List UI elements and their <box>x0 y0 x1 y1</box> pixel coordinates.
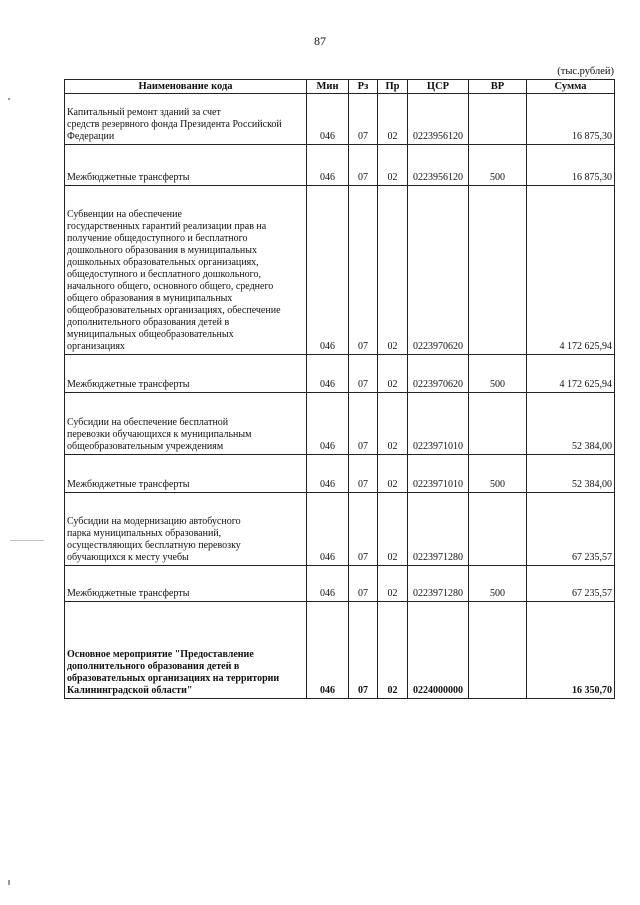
row-vr <box>469 602 527 699</box>
row-rz: 07 <box>349 455 378 493</box>
row-pr: 02 <box>378 455 408 493</box>
column-header-rz: Рз <box>349 80 378 94</box>
row-vr <box>469 393 527 455</box>
scan-mark <box>8 98 10 100</box>
row-name: Основное мероприятие "Предоставление дополнительного образования детей в образовательных организациях на территории Калининградской области" <box>65 602 307 699</box>
row-min: 046 <box>307 393 349 455</box>
row-sum: 16 875,30 <box>527 94 615 145</box>
column-header-name: Наименование кода <box>65 80 307 94</box>
row-csr: 0223971280 <box>408 566 469 602</box>
row-vr <box>469 186 527 355</box>
row-name: Межбюджетные трансферты <box>65 455 307 493</box>
row-csr: 0223956120 <box>408 94 469 145</box>
row-rz: 07 <box>349 393 378 455</box>
row-rz: 07 <box>349 94 378 145</box>
row-sum: 67 235,57 <box>527 566 615 602</box>
row-rz: 07 <box>349 186 378 355</box>
row-csr: 0223956120 <box>408 145 469 186</box>
table-row <box>65 493 615 566</box>
row-name: Субсидии на модернизацию автобусного парка муниципальных образований, осуществляющих бесплатную перевозку обучающихся к месту учебы <box>65 493 307 566</box>
row-rz: 07 <box>349 566 378 602</box>
row-name: Субвенции на обеспечение государственных гарантий реализации прав на получение общедоступного и бесплатного дошкольного образования в муниципальных дошкольных образовательных организациях, общедоступного и бесплатного дошкольного, начального общего, основного общего, среднего общего образования в муниципальных общеобразовательных организациях, обеспечение дополнительного образования детей в муниципальных общеобразовательных организациях <box>65 186 307 355</box>
row-pr: 02 <box>378 355 408 393</box>
row-csr: 0223971010 <box>408 455 469 493</box>
table-row <box>65 602 615 699</box>
row-rz: 07 <box>349 602 378 699</box>
row-rz: 07 <box>349 493 378 566</box>
row-min: 046 <box>307 145 349 186</box>
row-csr: 0223971280 <box>408 493 469 566</box>
row-csr: 0223970620 <box>408 186 469 355</box>
row-pr: 02 <box>378 145 408 186</box>
row-sum: 52 384,00 <box>527 455 615 493</box>
row-name: Межбюджетные трансферты <box>65 145 307 186</box>
row-pr: 02 <box>378 393 408 455</box>
row-pr: 02 <box>378 94 408 145</box>
row-min: 046 <box>307 602 349 699</box>
row-vr: 500 <box>469 566 527 602</box>
row-min: 046 <box>307 455 349 493</box>
row-sum: 16 875,30 <box>527 145 615 186</box>
row-name: Капитальный ремонт зданий за счет средств резервного фонда Президента Российской Федерации <box>65 94 307 145</box>
scan-mark <box>10 540 44 541</box>
row-sum: 16 350,70 <box>527 602 615 699</box>
row-min: 046 <box>307 493 349 566</box>
units-label: (тыс.рублей) <box>557 66 614 77</box>
table-row <box>65 566 615 602</box>
row-rz: 07 <box>349 355 378 393</box>
row-csr: 0223971010 <box>408 393 469 455</box>
table-row <box>65 145 615 186</box>
row-vr <box>469 94 527 145</box>
row-vr: 500 <box>469 355 527 393</box>
row-csr: 0223970620 <box>408 355 469 393</box>
row-rz: 07 <box>349 145 378 186</box>
column-header-min: Мин <box>307 80 349 94</box>
row-pr: 02 <box>378 493 408 566</box>
row-sum: 67 235,57 <box>527 493 615 566</box>
table-row <box>65 393 615 455</box>
budget-table <box>64 79 615 699</box>
row-name: Межбюджетные трансферты <box>65 355 307 393</box>
table-row <box>65 455 615 493</box>
row-min: 046 <box>307 355 349 393</box>
table-row <box>65 94 615 145</box>
table-row <box>65 355 615 393</box>
row-vr: 500 <box>469 145 527 186</box>
row-min: 046 <box>307 94 349 145</box>
row-pr: 02 <box>378 602 408 699</box>
row-csr: 0224000000 <box>408 602 469 699</box>
column-header-vr: ВР <box>469 80 527 94</box>
row-vr: 500 <box>469 455 527 493</box>
row-pr: 02 <box>378 566 408 602</box>
row-sum: 52 384,00 <box>527 393 615 455</box>
table-row <box>65 186 615 355</box>
row-min: 046 <box>307 186 349 355</box>
row-name: Субсидии на обеспечение бесплатной перевозки обучающихся к муниципальным общеобразовательным учреждениям <box>65 393 307 455</box>
column-header-sum: Сумма <box>527 80 615 94</box>
row-sum: 4 172 625,94 <box>527 186 615 355</box>
row-sum: 4 172 625,94 <box>527 355 615 393</box>
row-min: 046 <box>307 566 349 602</box>
row-name: Межбюджетные трансферты <box>65 566 307 602</box>
scan-mark <box>8 880 10 885</box>
table-header-row <box>65 80 615 94</box>
column-header-pr: Пр <box>378 80 408 94</box>
row-pr: 02 <box>378 186 408 355</box>
column-header-csr: ЦСР <box>408 80 469 94</box>
row-vr <box>469 493 527 566</box>
page-number: 87 <box>314 34 326 48</box>
